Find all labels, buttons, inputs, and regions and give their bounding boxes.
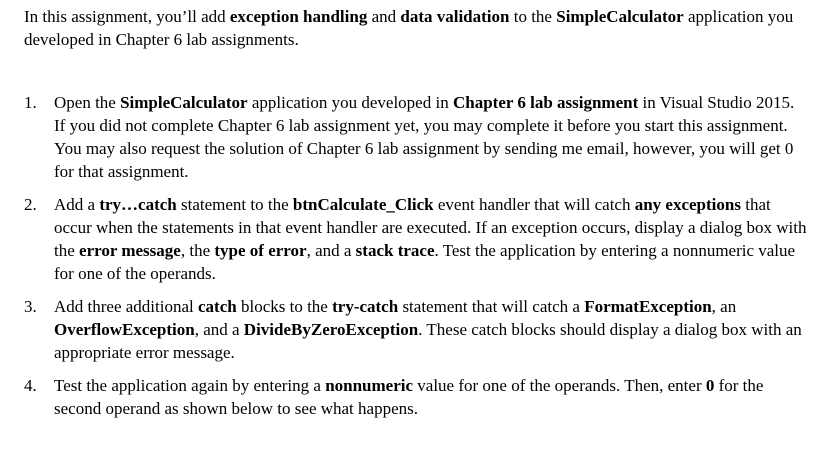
step-item — [24, 374, 809, 420]
step-text — [54, 195, 806, 283]
text-run: event handler that will catch — [433, 195, 635, 214]
step-text — [54, 93, 794, 181]
bold-text: SimpleCalculator — [120, 93, 248, 112]
step-number: 4. — [24, 376, 37, 395]
bold-text: try…catch — [99, 195, 177, 214]
bold-text: SimpleCalculator — [556, 7, 684, 26]
steps-list — [24, 91, 809, 420]
text-run: application you developed in — [247, 93, 453, 112]
text-run: and — [367, 7, 401, 26]
text-run: value for one of the operands. Then, enter — [413, 376, 706, 395]
step-text — [54, 376, 763, 418]
step-number: 2. — [24, 195, 37, 214]
bold-text: OverflowException — [54, 320, 195, 339]
step-item — [24, 295, 809, 364]
bold-text: nonnumeric — [325, 376, 414, 395]
text-run: in Visual Studio 2015. If you did not complete Chapter 6 lab assignment yet, you may complete it before you start this assignment. You may also request the solution of Chapter 6 lab assignment by sending me email, however, you will get 0 for that assignment. — [54, 93, 795, 181]
bold-text: error message — [79, 241, 181, 260]
step-text — [54, 297, 802, 362]
text-run: Add three additional — [54, 297, 198, 316]
step-item — [24, 91, 809, 183]
text-run: Open the — [54, 93, 121, 112]
text-run: , and a — [306, 241, 356, 260]
bold-text: DivideByZeroException — [243, 320, 419, 339]
bold-text: type of error — [214, 241, 307, 260]
text-run: statement to the — [176, 195, 293, 214]
step-number: 1. — [24, 93, 37, 112]
text-run: , the — [180, 241, 215, 260]
bold-text: try-catch — [332, 297, 399, 316]
text-run: Add a — [54, 195, 100, 214]
text-run: , an — [711, 297, 737, 316]
text-run: for the second operand as shown below to see what happens. — [54, 376, 764, 418]
bold-text: data validation — [400, 7, 510, 26]
text-run: . These catch blocks should display a dialog box with an appropriate error message. — [54, 320, 802, 362]
text-run: application you developed in Chapter 6 lab assignments. — [24, 7, 794, 49]
text-run: to the — [509, 7, 557, 26]
text-run: In this assignment, you’ll add — [24, 7, 230, 26]
text-run: . Test the application by entering a nonnumeric value for one of the operands. — [54, 241, 796, 283]
text-run: that occur when the statements in that event handler are executed. If an exception occurs, display a dialog box with the — [54, 195, 807, 260]
step-item — [24, 193, 809, 285]
bold-text: exception handling — [229, 7, 368, 26]
text-run: blocks to the — [236, 297, 333, 316]
bold-text: Chapter 6 lab assignment — [452, 93, 639, 112]
text-run: Test the application again by entering a — [54, 376, 326, 395]
bold-text: btnCalculate_Click — [292, 195, 434, 214]
text-run: statement that will catch a — [398, 297, 585, 316]
bold-text: 0 — [705, 376, 715, 395]
text-run: , and a — [194, 320, 244, 339]
intro-paragraph — [24, 5, 809, 51]
bold-text: any exceptions — [634, 195, 741, 214]
step-number: 3. — [24, 297, 37, 316]
bold-text: stack trace — [355, 241, 435, 260]
bold-text: FormatException — [584, 297, 712, 316]
bold-text: catch — [198, 297, 237, 316]
